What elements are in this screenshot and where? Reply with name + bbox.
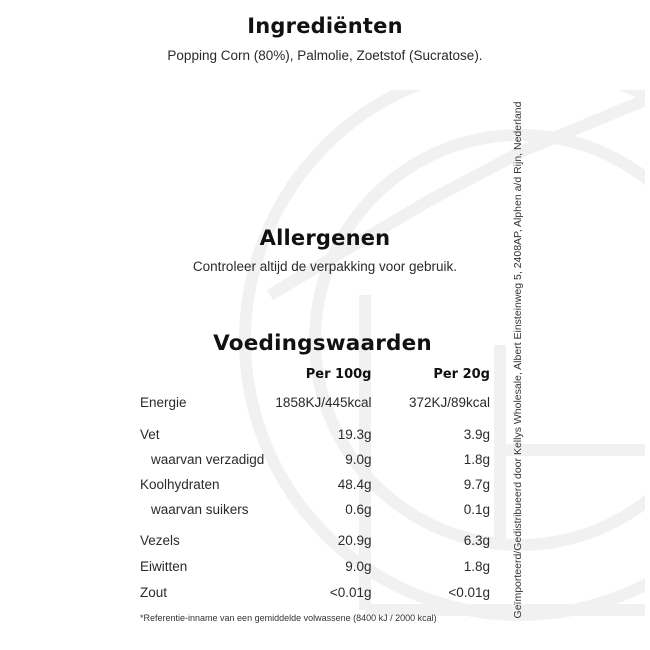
value-per-100g: 9.0g <box>345 558 372 574</box>
nutrition-table <box>140 367 490 605</box>
value-per-20g: 0.1g <box>463 501 490 517</box>
value-per-20g: 372KJ/89kcal <box>408 394 490 410</box>
ingredients-title: Ingrediënten <box>247 14 403 38</box>
nutrient-name: Energie <box>140 394 187 410</box>
nutrition-title: Voedingswaarden <box>213 331 432 356</box>
table-row <box>140 389 490 415</box>
value-per-20g: <0.01g <box>448 584 490 600</box>
value-per-20g: 1.8g <box>463 451 490 467</box>
nutrient-name: waarvan verzadigd <box>151 451 265 467</box>
nutrient-name: Vet <box>140 426 160 442</box>
ingredients-text: Popping Corn (80%), Palmolie, Zoetstof (Sucratose). <box>167 48 483 63</box>
value-per-20g: 9.7g <box>463 476 490 492</box>
allergens-text: Controleer altijd de verpakking voor gebruik. <box>192 259 458 274</box>
value-per-20g: 6.3g <box>463 532 490 548</box>
value-per-100g: <0.01g <box>329 584 372 600</box>
table-row <box>140 497 490 521</box>
header-nutrient <box>140 367 264 389</box>
header-per-20g: Per 20g <box>433 367 490 382</box>
allergens-title: Allergenen <box>259 226 391 250</box>
nutrient-name: Zout <box>140 584 168 600</box>
nutrient-name: waarvan suikers <box>151 501 249 517</box>
value-per-100g: 9.0g <box>345 451 372 467</box>
value-per-100g: 19.3g <box>337 426 372 442</box>
nutrient-name: Eiwitten <box>140 558 188 574</box>
table-row <box>140 579 490 605</box>
table-row <box>140 521 490 553</box>
table-row <box>140 471 490 497</box>
value-per-20g: 3.9g <box>463 426 490 442</box>
header-per-100g: Per 100g <box>305 367 372 382</box>
nutrition-header-row <box>140 367 490 389</box>
value-per-100g: 48.4g <box>337 476 372 492</box>
table-row <box>140 415 490 447</box>
nutrient-name: Vezels <box>140 532 180 548</box>
table-row <box>140 553 490 579</box>
importer-address-text: Geïmporteerd/Gedistribueerd door Kellys Wholesale, Albert Einsteinweg 5, 2408AP, Alphen a/d Rijn, Nederland <box>512 101 524 619</box>
value-per-20g: 1.8g <box>463 558 490 574</box>
reference-intake-footnote: *Referentie-inname van een gemiddelde volwassene (8400 kJ / 2000 kcal) <box>140 613 437 623</box>
nutrient-name: Koolhydraten <box>140 476 220 492</box>
table-row <box>140 447 490 471</box>
value-per-100g: 20.9g <box>337 532 372 548</box>
value-per-100g: 1858KJ/445kcal <box>275 394 372 410</box>
value-per-100g: 0.6g <box>345 501 372 517</box>
